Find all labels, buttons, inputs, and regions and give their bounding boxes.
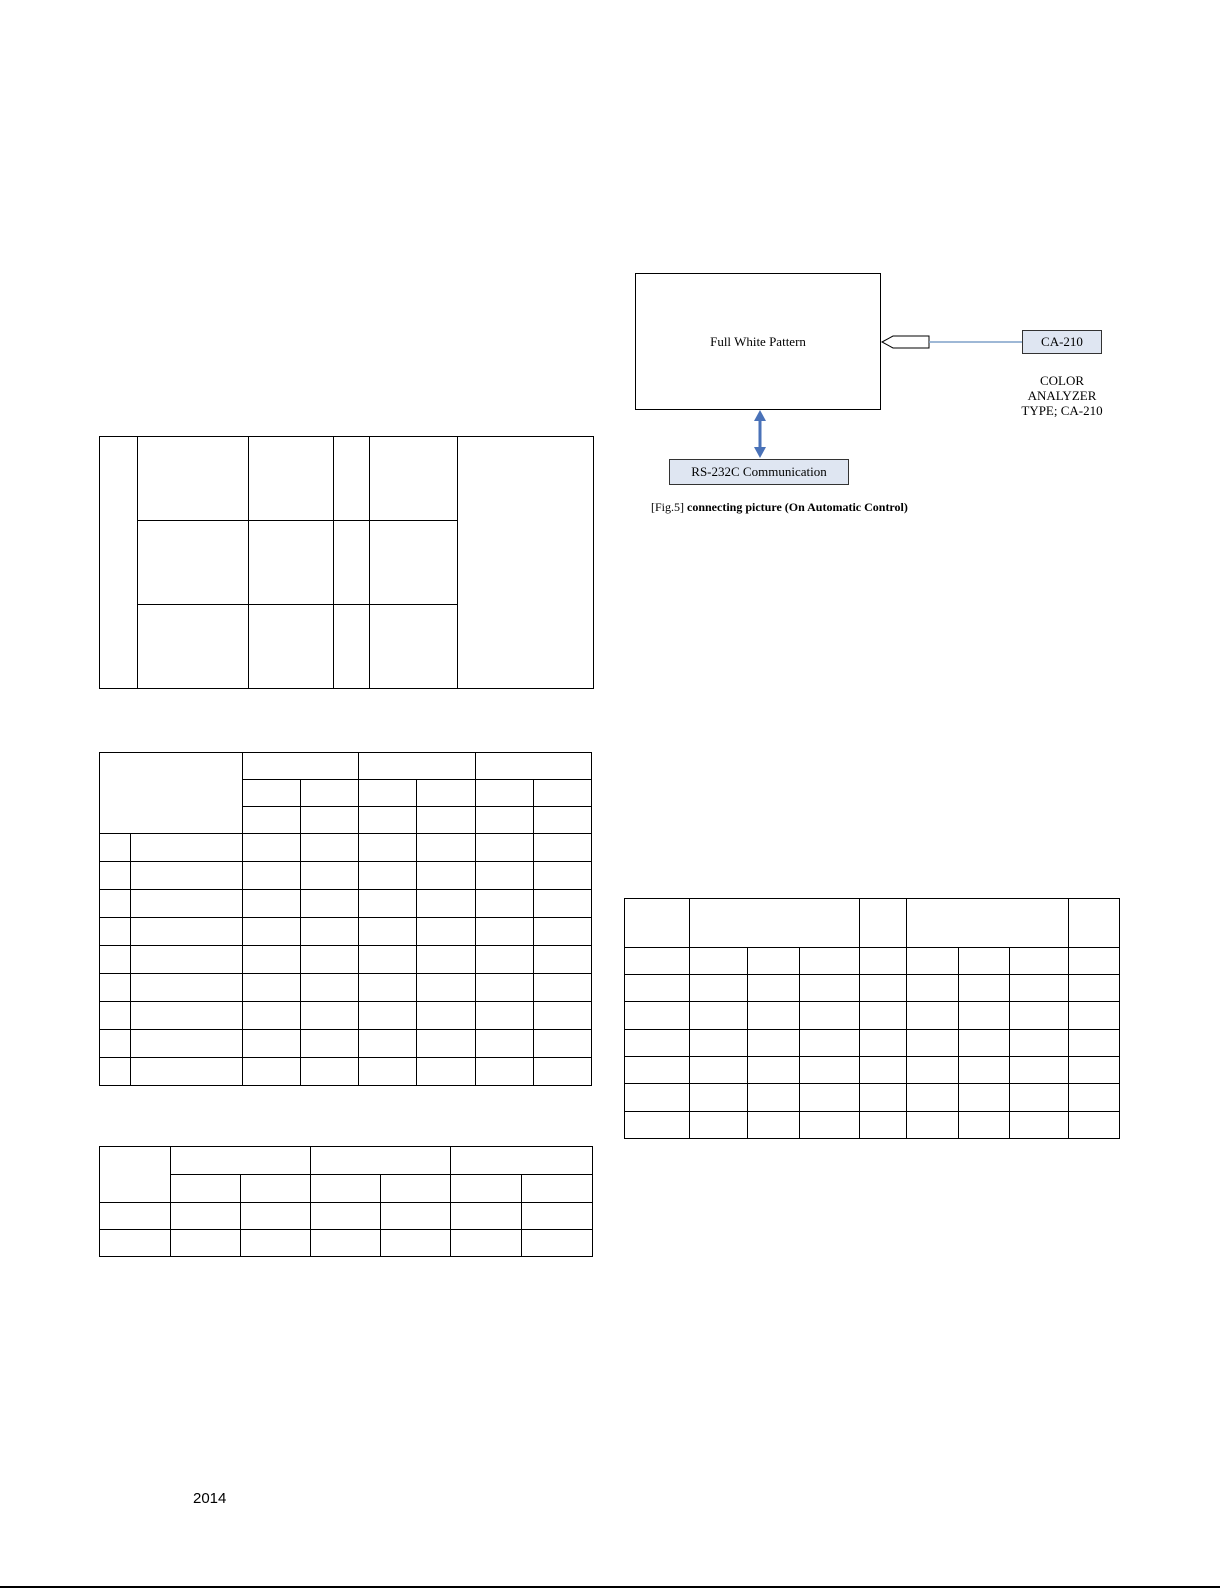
table-cell <box>241 1230 311 1257</box>
figure-caption-prefix: [Fig.5] <box>651 500 684 514</box>
table-cell <box>800 1111 860 1138</box>
table-cell <box>748 1084 800 1111</box>
table-row <box>625 1084 1120 1111</box>
table-cell <box>417 1058 475 1086</box>
table-cell <box>300 1030 358 1058</box>
table-cell <box>475 974 533 1002</box>
table-cell <box>533 834 591 862</box>
table-cell <box>242 974 300 1002</box>
table-cell <box>1069 974 1120 1001</box>
table-cell <box>171 1203 241 1230</box>
analyzer-caption-line: ANALYZER <box>1027 388 1097 403</box>
table-cell <box>359 918 417 946</box>
table-cell <box>100 862 131 890</box>
table-cell <box>860 1084 907 1111</box>
table-cell <box>625 1029 690 1056</box>
analyzer-caption-line: COLOR <box>1039 373 1085 388</box>
arrow-down-head <box>754 447 766 458</box>
table-header-cell <box>475 807 533 834</box>
table-cell <box>690 1002 748 1029</box>
analyzer-caption <box>1010 373 1114 418</box>
table-cell <box>1069 1029 1120 1056</box>
table-cell <box>907 1002 959 1029</box>
table-cell <box>100 834 131 862</box>
table-header-cell <box>311 1175 381 1203</box>
table-cell <box>1069 1002 1120 1029</box>
table-cell <box>131 834 242 862</box>
table-cell <box>475 1030 533 1058</box>
table-cell <box>359 862 417 890</box>
table-cell <box>100 946 131 974</box>
table-header-cell <box>300 807 358 834</box>
table-cell <box>860 1002 907 1029</box>
table-cell <box>359 1058 417 1086</box>
footer-year: 2014 <box>193 1490 227 1507</box>
table-cell <box>1069 947 1120 974</box>
table-cell <box>300 918 358 946</box>
table-cell <box>242 946 300 974</box>
table-cell <box>300 946 358 974</box>
table-row <box>100 1002 592 1030</box>
table-cell <box>131 1002 242 1030</box>
table-cell <box>748 947 800 974</box>
table-cell <box>800 1029 860 1056</box>
table-cell <box>1069 1084 1120 1111</box>
table-cell <box>475 862 533 890</box>
table-cell <box>748 1029 800 1056</box>
table-cell <box>300 1002 358 1030</box>
table-cell <box>451 1230 522 1257</box>
table-cell <box>1069 1056 1120 1083</box>
table-cell <box>907 1029 959 1056</box>
table-cell <box>907 1084 959 1111</box>
table-cell <box>475 1058 533 1086</box>
table-cell <box>131 974 242 1002</box>
figure-caption <box>651 500 908 515</box>
table-cell <box>300 890 358 918</box>
figure-caption-text: connecting picture (On Automatic Control) <box>687 500 908 514</box>
table-cell <box>959 947 1010 974</box>
table-cell <box>241 1203 311 1230</box>
table-row <box>625 1111 1120 1138</box>
table-cell <box>690 1029 748 1056</box>
table-cell <box>300 974 358 1002</box>
table-header-cell <box>1069 899 1120 948</box>
table-cell <box>417 1002 475 1030</box>
table-cell <box>959 974 1010 1001</box>
table-cell <box>533 918 591 946</box>
table-cell <box>300 834 358 862</box>
table-cell <box>1010 1084 1069 1111</box>
table-cell <box>800 947 860 974</box>
table-cell <box>800 974 860 1001</box>
table-cell <box>359 890 417 918</box>
table-cell <box>417 974 475 1002</box>
table-cell <box>138 605 249 689</box>
table-cell <box>690 1084 748 1111</box>
table-header-cell <box>625 899 690 948</box>
table-header-cell <box>451 1147 593 1175</box>
table-cell <box>381 1230 451 1257</box>
table-cell <box>690 974 748 1001</box>
table-row <box>625 1002 1120 1029</box>
table-cell <box>800 1002 860 1029</box>
table-cell <box>522 1230 593 1257</box>
table-cell <box>242 918 300 946</box>
table-cell <box>959 1056 1010 1083</box>
table-cell <box>417 862 475 890</box>
table-row <box>100 834 592 862</box>
table-row <box>625 1029 1120 1056</box>
table-cell <box>1010 947 1069 974</box>
table-cell <box>311 1230 381 1257</box>
table-header-cell <box>359 780 417 807</box>
table-cell <box>625 947 690 974</box>
table-cell <box>475 1002 533 1030</box>
table-cell <box>300 862 358 890</box>
table-cell <box>300 1058 358 1086</box>
arrow-up-head <box>754 410 766 421</box>
table-cell <box>1010 1002 1069 1029</box>
table-cell <box>690 1111 748 1138</box>
table-cell <box>131 862 242 890</box>
table-row <box>625 974 1120 1001</box>
table-cell <box>359 1030 417 1058</box>
table-cell <box>475 918 533 946</box>
table-cell <box>533 1002 591 1030</box>
table-cell <box>748 974 800 1001</box>
table-cell <box>860 974 907 1001</box>
table-cell <box>959 1084 1010 1111</box>
table-cell <box>359 834 417 862</box>
table-cell <box>417 890 475 918</box>
table-header-cell <box>300 780 358 807</box>
table-cell <box>131 918 242 946</box>
table-header-cell <box>475 753 592 780</box>
table-cell <box>131 946 242 974</box>
table-body <box>100 834 592 1086</box>
table-cell <box>359 1002 417 1030</box>
table-cell <box>359 946 417 974</box>
table-header-cell <box>690 899 860 948</box>
communication-box: RS-232C Communication <box>669 459 849 485</box>
table-cell <box>131 1058 242 1086</box>
table-header-cell <box>311 1147 451 1175</box>
table-header-cell <box>533 807 591 834</box>
table-cell <box>748 1056 800 1083</box>
analyzer-caption-line: TYPE; CA-210 <box>1021 403 1103 418</box>
table-cell <box>533 1030 591 1058</box>
table-cell <box>370 605 458 689</box>
table-cell <box>451 1203 522 1230</box>
table-header-cell <box>171 1147 311 1175</box>
table-cell <box>100 974 131 1002</box>
table-header-cell <box>242 753 358 780</box>
table-cell <box>625 1056 690 1083</box>
table-header-cell <box>241 1175 311 1203</box>
table-row <box>100 946 592 974</box>
table-cell <box>417 918 475 946</box>
table-header-cell <box>100 1147 171 1203</box>
table-cell <box>1010 1029 1069 1056</box>
table-cell <box>860 1111 907 1138</box>
table-cell <box>100 1230 171 1257</box>
table-header-cell <box>533 780 591 807</box>
table-cell <box>748 1111 800 1138</box>
table-cell <box>907 947 959 974</box>
table-cell <box>522 1203 593 1230</box>
table-cell <box>242 890 300 918</box>
table-cell <box>860 1056 907 1083</box>
table-cell <box>417 1030 475 1058</box>
table-cell <box>249 605 334 689</box>
table-cell <box>475 890 533 918</box>
table-header-cell <box>417 780 475 807</box>
table-row <box>100 1030 592 1058</box>
table-cell <box>100 1058 131 1086</box>
table-row <box>100 1058 592 1086</box>
table-cell <box>959 1111 1010 1138</box>
table-cell <box>131 890 242 918</box>
table-cell <box>625 1084 690 1111</box>
table-cell <box>475 946 533 974</box>
table-header-cell <box>242 807 300 834</box>
table-cell <box>242 1030 300 1058</box>
table-header-cell <box>907 899 1069 948</box>
table-cell <box>625 1002 690 1029</box>
table-row <box>100 862 592 890</box>
table-cell <box>533 974 591 1002</box>
table-cell <box>417 834 475 862</box>
table-cell <box>100 1030 131 1058</box>
table-cell <box>907 1111 959 1138</box>
table-row <box>625 947 1120 974</box>
table-cell <box>171 1230 241 1257</box>
table-cell <box>242 1058 300 1086</box>
table-cell <box>959 1029 1010 1056</box>
table-cell <box>311 1203 381 1230</box>
table-header-cell <box>171 1175 241 1203</box>
analyzer-box: CA-210 <box>1022 330 1102 354</box>
table-header-cell <box>381 1175 451 1203</box>
table-cell <box>907 1056 959 1083</box>
table-cell <box>475 834 533 862</box>
table-cell <box>1010 1111 1069 1138</box>
table-body <box>625 947 1120 1138</box>
table-row <box>625 1056 1120 1083</box>
connection-lines <box>0 0 1220 600</box>
table-cell <box>625 1111 690 1138</box>
table-cell <box>1069 1111 1120 1138</box>
table-cell <box>625 974 690 1001</box>
table-cell <box>242 834 300 862</box>
table-cell <box>100 890 131 918</box>
coordinate-table <box>99 752 592 1086</box>
table-cell <box>860 947 907 974</box>
probe-icon <box>882 336 929 348</box>
table-cell <box>533 946 591 974</box>
table-cell <box>417 946 475 974</box>
table-row <box>100 918 592 946</box>
table-header-cell <box>860 899 907 948</box>
table-header-cell <box>475 780 533 807</box>
table-cell <box>800 1084 860 1111</box>
table-cell <box>359 974 417 1002</box>
table-cell <box>959 1002 1010 1029</box>
table-cell <box>748 1002 800 1029</box>
table-cell <box>131 1030 242 1058</box>
table-header-cell <box>242 780 300 807</box>
table-cell <box>1010 1056 1069 1083</box>
table-cell <box>1010 974 1069 1001</box>
table-cell <box>860 1029 907 1056</box>
table-header-cell <box>522 1175 593 1203</box>
table-header-cell <box>359 753 475 780</box>
pattern-label: Full White Pattern <box>710 333 806 349</box>
table-cell <box>242 1002 300 1030</box>
table-cell <box>690 947 748 974</box>
table-header-cell <box>359 807 417 834</box>
table-cell <box>533 890 591 918</box>
table-row <box>100 890 592 918</box>
measurement-table <box>624 898 1120 1139</box>
deviation-table <box>99 1146 593 1257</box>
table-cell <box>334 605 370 689</box>
table-row <box>100 974 592 1002</box>
table-cell <box>100 1203 171 1230</box>
table-cell <box>100 918 131 946</box>
table-cell <box>690 1056 748 1083</box>
table-cell <box>100 1002 131 1030</box>
table-header-cell <box>417 807 475 834</box>
table-cell <box>533 1058 591 1086</box>
table-header-cell <box>451 1175 522 1203</box>
table-cell <box>533 862 591 890</box>
table-cell <box>800 1056 860 1083</box>
table-cell <box>381 1203 451 1230</box>
table-header-cell <box>100 753 243 834</box>
table-cell <box>907 974 959 1001</box>
table-cell <box>242 862 300 890</box>
